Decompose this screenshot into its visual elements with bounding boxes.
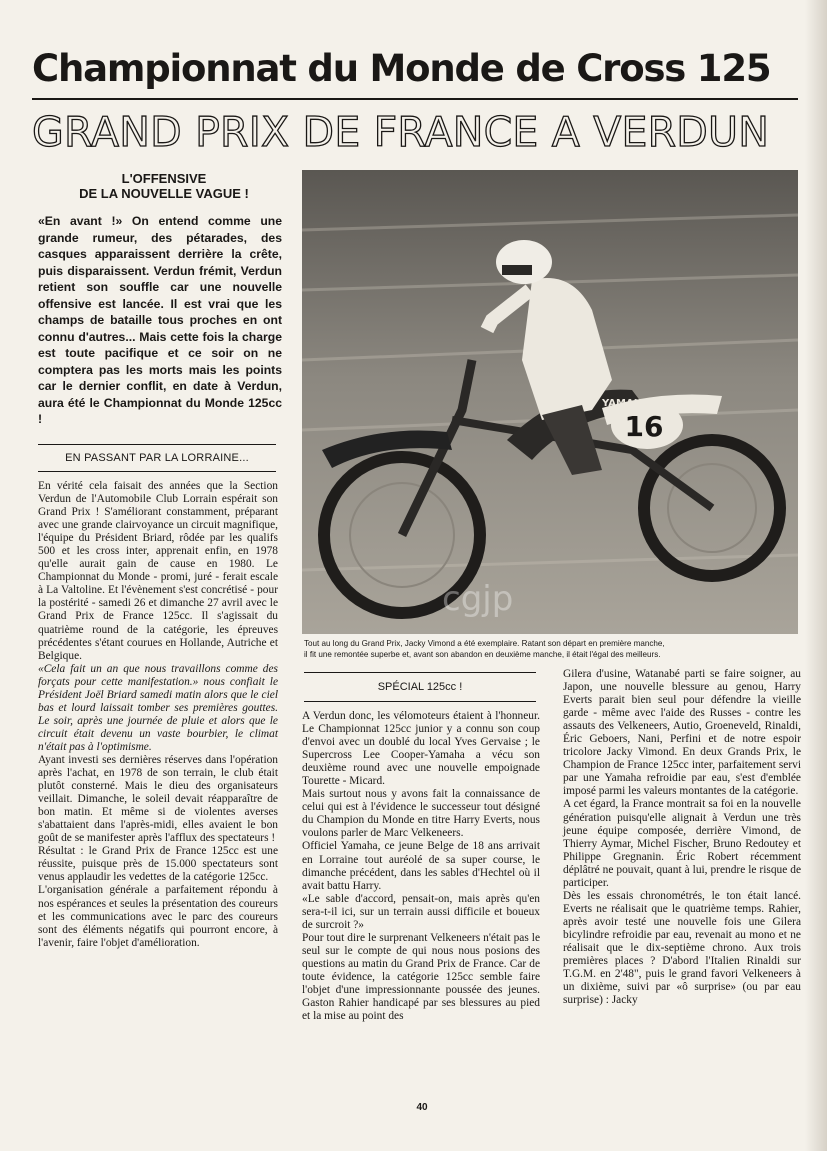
column-1: [38, 480, 278, 950]
section-heading-special: SPÉCIAL 125cc !: [304, 672, 536, 702]
paragraph: L'organisation générale a parfaitement répondu à nos espérances et seules la présentation des coureurs et les communications avec le parc des coureurs sont des éléments négatifs qui pourront encore, à l'avenir, faire l'objet d'amélioration.: [38, 884, 278, 949]
caption-line1: Tout au long du Grand Prix, Jacky Vimond a été exemplaire. Ratant son départ en première manche,: [304, 639, 665, 648]
intro-heading-line1: L'OFFENSIVE: [121, 171, 207, 186]
motocross-photo: [302, 170, 798, 634]
paragraph: Ayant investi ses dernières réserves dans l'opération après l'achat, en 1978 de son terrain, le club était plutôt consterné. Mais le dieu des organisateurs veillait. Dimanche, le soleil devait réapparaître de bon matin. Et même si de violentes averses s'abattaient dans l'après-midi, elles avaient le bon goût de se manifester après l'afflux des spectateurs !: [38, 753, 278, 845]
paragraph: En vérité cela faisait des années que la Section Verdun de l'Automobile Club Lorrain espérait son Grand Prix ! S'améliorant constamment, préparant avec une grande clairvoyance un circuit magnifique, l'équipe du Président Briard, rôdée par les qualifs 500 et les cross inter, apprenait enfin, en 1978 qu'elle aurait gain de cause en 1980. Le Championnat du Monde - promi, juré - ferait escale à La Valtoline. Et l'évènement s'est concrétisé - pour la postérité - samedi 26 et dimanche 27 avril avec le Grand Prix de France 125cc. Il s'agissait du quatrième round de la catégorie, les épreuves précédentes s'étant courues en Hollande, Autriche et Belgique.: [38, 480, 278, 662]
column-3: [563, 668, 801, 1007]
caption-line2: il fit une remontée superbe et, avant son abandon en deuxième manche, il était l'égal des meilleurs.: [304, 650, 661, 659]
tank-brand: YAMAHA: [602, 398, 650, 409]
paragraph-quote: «Cela fait un an que nous travaillons comme des forçats pour cette manifestation.» nous confiait le Président Joël Briard samedi matin alors que le ciel bas et lourd laissait tomber ses premières gouttes. Le soir, après une journée de pluie et alors que le circuit était devenu un vaste bourbier, le climat n'était pas à l'optimisme.: [38, 662, 278, 753]
article-subtitle: GRAND PRIX DE FRANCE A VERDUN: [32, 108, 770, 156]
paragraph: A Verdun donc, les vélomoteurs étaient à l'honneur. Le Championnat 125cc junior y a connu son coup d'envoi avec un doublé du local Yves Gervaise ; le Supercross Lee Cooper-Yamaha a vécu son deuxième round avec une nouvelle empoignade Tourette - Micard.: [302, 710, 540, 788]
bike-number: 16: [624, 410, 664, 443]
paragraph: Mais surtout nous y avons fait la connaissance de celui qui est à l'évidence le successeur tout désigné du Champion du Monde en titre Harry Everts, nous voulons parler de Marc Velkeneers.: [302, 788, 540, 840]
paragraph: A cet égard, la France montrait sa foi en la nouvelle génération puisqu'elle alignait à Verdun une très jeune équipe composée, derrière Vimond, de Thierry Aymar, Michel Fischer, Bruno Redoutey et Philippe Gregnanin. Éric Robert récemment déplâtré ne pouvait, quant à lui, prendre le risque de participer.: [563, 798, 801, 889]
paragraph: Pour tout dire le surprenant Velkeneers n'était pas le seul sur le compte de qui nous nous posions des questions au matin du Grand Prix de France. Car de toute évidence, la catégorie 125cc semble faire l'objet d'une impressionnante poussée des jeunes. Gaston Rahier handicapé par ses blessures au pied et la mise au point des: [302, 931, 540, 1023]
title-rule: [32, 98, 798, 100]
paragraph: Officiel Yamaha, ce jeune Belge de 18 ans arrivait en Lorraine tout auréolé de sa super course, le dimanche précédent, dans les sables d'Hechtel où il avait battu Harry.: [302, 840, 540, 892]
section-heading-lorraine: EN PASSANT PAR LA LORRAINE...: [38, 444, 276, 472]
photo-caption: [304, 638, 800, 660]
paragraph-quote: «Le sable d'accord, pensait-on, mais après qu'en sera-t-il ici, sur un terrain aussi difficile et boueux de surcroit ?»: [302, 892, 540, 931]
intro-heading-line2: DE LA NOUVELLE VAGUE !: [79, 186, 249, 201]
article-title: Championnat du Monde de Cross 125: [32, 47, 771, 90]
column-2: [302, 710, 540, 1023]
paragraph: Dès les essais chronométrés, le ton était lancé. Everts ne réalisait que le quatrième temps. Rahier, après avoir testé une nouvelle fois une Gilera bicylindre refroidie par eau, revenait au mono et ne réalisait que le dix-septième chrono. Aux trois premières places ? D'abord l'Italien Rinaldi sur T.G.M. en 2'48", puis le grand favori Velkeneers à un dixième, suivi par «ô surprise» (ou par eau surprise) : Jacky: [563, 889, 801, 1007]
paragraph: Résultat : le Grand Prix de France 125cc est une réussite, puisque près de 15.000 spectateurs sont venus applaudir les vedettes de la catégorie 125cc.: [38, 845, 278, 884]
page-edge-shadow: [805, 0, 827, 1151]
paragraph: Gilera d'usine, Watanabé parti se faire soigner, au Japon, une nouvelle blessure au genou, Harry Everts parait bien seul pour défendre la vieille garde - même avec l'aide des Russes - contre les assauts des Velkeneers, Autio, Groeneveld, Rinaldi, Éric Geboers, Nani, Perfini et de notre espoir tricolore Jacky Vimond. En deux Grands Prix, le Champion de France 125cc inter, parfaitement servi par une Yamaha refroidie par eau, s'est d'emblée imposé parmi les valeurs montantes de la catégorie.: [563, 668, 801, 798]
page-number: 40: [416, 1102, 428, 1113]
photo-watermark: cgjp: [442, 579, 514, 619]
lead-paragraph: «En avant !» On entend comme une grande rumeur, des pétarades, des casques apparaissent derrière la crête, puis disparaissent. Verdun frémit, Verdun retient son souffle car une nouvelle offensive est lancée. Il est vrai que les champs de bataille tous proches en ont connu d'autres... Mais cette fois la charge est toute pacifique et ce soir on ne comptera pas les morts mais les points car le dernier conflit, en date à Verdun, aura été le Championnat du Monde 125cc !: [38, 214, 282, 426]
